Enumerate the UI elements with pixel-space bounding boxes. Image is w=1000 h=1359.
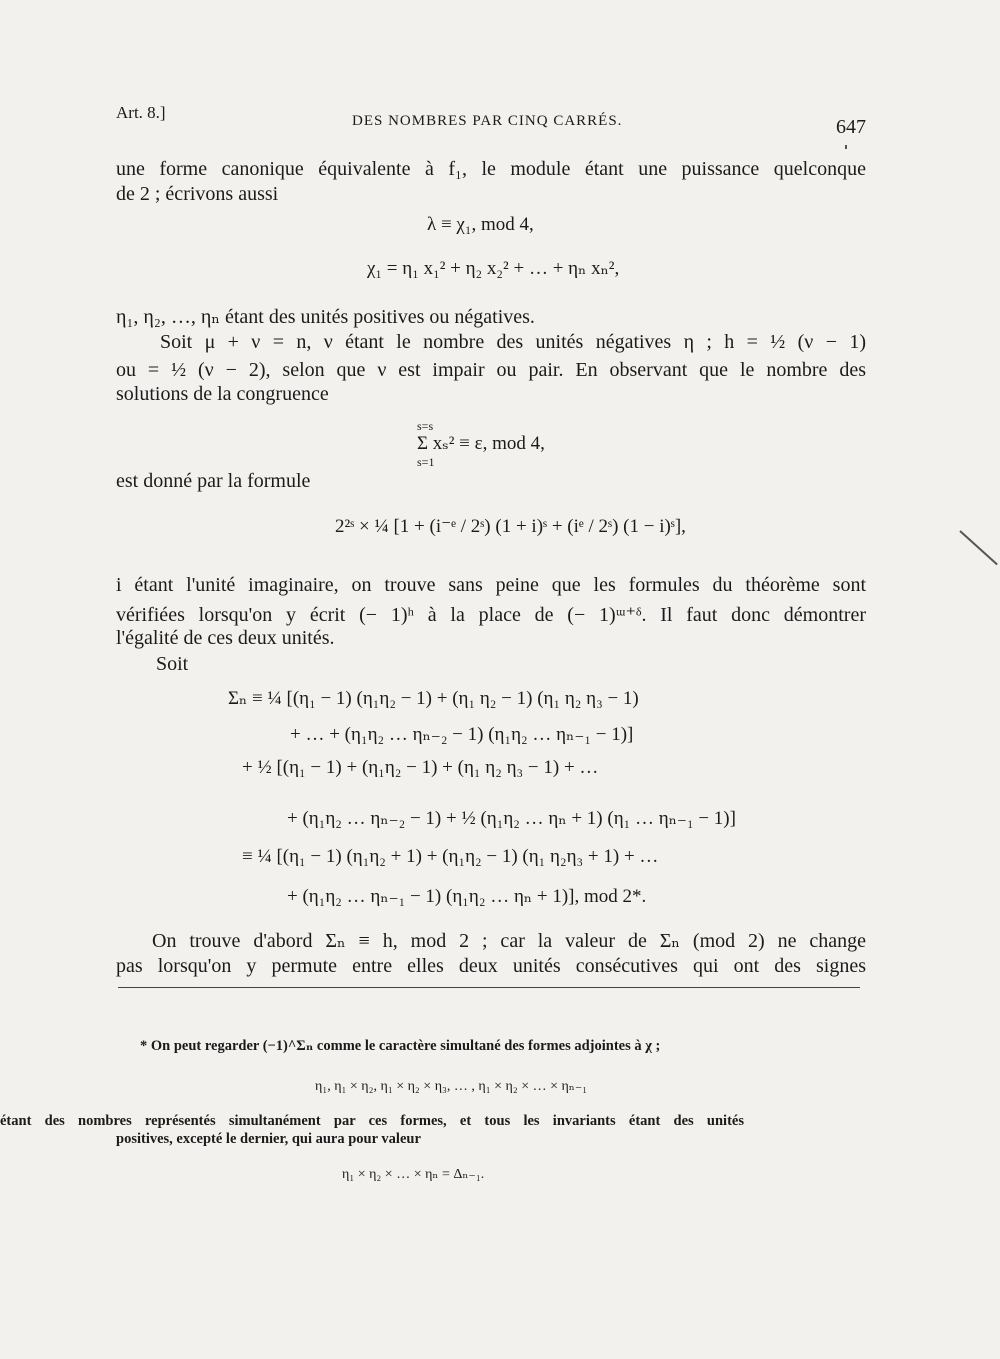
- text-line: solutions de la congruence: [116, 383, 329, 405]
- equation: 2²ˢ × ¼ [1 + (i⁻ᵉ / 2ˢ) (1 + i)ˢ + (iᵉ / 2ˢ) (1 − i)ˢ],: [335, 516, 686, 537]
- text-line: Soit μ + ν = n, ν étant le nombre des unités négatives η ; h = ½ (ν − 1): [160, 331, 866, 353]
- sum-upper-limit: s=s: [417, 419, 434, 433]
- text-line: de 2 ; écrivons aussi: [116, 183, 279, 205]
- footnote-equation: η₁, η₁ × η₂, η₁ × η₂ × η₃, … , η₁ × η₂ × … × ηₙ₋₁: [315, 1079, 588, 1094]
- print-speck: [845, 145, 847, 149]
- text-line: pas lorsqu'on y permute entre elles deux unités consécutives qui ont des signes: [116, 955, 866, 977]
- equation-line: Σₙ ≡ ¼ [(η₁ − 1) (η₁η₂ − 1) + (η₁ η₂ − 1) (η₁ η₂ η₃ − 1): [228, 688, 639, 709]
- equation: λ ≡ χ₁, mod 4,: [427, 214, 534, 235]
- sum-lower-limit: s=1: [417, 455, 435, 469]
- equation-line: + ½ [(η₁ − 1) + (η₁η₂ − 1) + (η₁ η₂ η₃ − 1) + …: [242, 757, 599, 778]
- equation-line: + … + (η₁η₂ … ηₙ₋₂ − 1) (η₁η₂ … ηₙ₋₁ − 1)]: [290, 724, 634, 745]
- text-line: l'égalité de ces deux unités.: [116, 627, 335, 649]
- page-mark: [959, 530, 997, 565]
- article-reference: Art. 8.]: [116, 103, 166, 122]
- text-line: une forme canonique équivalente à f₁, le module étant une puissance quelconque: [116, 158, 866, 180]
- footnote-line: étant des nombres représentés simultanément par ces formes, et tous les invariants étant des unités: [0, 1113, 744, 1129]
- footnote-line: * On peut regarder (−1)^Σₙ comme le caractère simultané des formes adjointes à χ ;: [140, 1038, 661, 1054]
- equation: Σ xₛ² ≡ ε, mod 4,: [417, 433, 545, 454]
- equation-line: + (η₁η₂ … ηₙ₋₂ − 1) + ½ (η₁η₂ … ηₙ + 1) (η₁ … ηₙ₋₁ − 1)]: [287, 808, 736, 829]
- equation: χ₁ = η₁ x₁² + η₂ x₂² + … + ηₙ xₙ²,: [367, 258, 620, 279]
- text-line: vérifiées lorsqu'on y écrit (− 1)ʰ à la place de (− 1)ᵚ⁺ᵟ. Il faut donc démontrer: [116, 604, 866, 626]
- equation-line: + (η₁η₂ … ηₙ₋₁ − 1) (η₁η₂ … ηₙ + 1)], mod 2*.: [287, 886, 647, 907]
- text-line: est donné par la formule: [116, 470, 311, 492]
- page-number: 647: [836, 116, 866, 138]
- footnote-line: positives, excepté le dernier, qui aura pour valeur: [116, 1131, 421, 1147]
- footnote-divider: [118, 987, 860, 988]
- text-line: Soit: [156, 653, 189, 675]
- text-line: ou = ½ (ν − 2), selon que ν est impair ou pair. En observant que le nombre des: [116, 359, 866, 381]
- text-line: i étant l'unité imaginaire, on trouve sans peine que les formules du théorème sont: [116, 574, 866, 596]
- text-line: On trouve d'abord Σₙ ≡ h, mod 2 ; car la valeur de Σₙ (mod 2) ne change: [152, 930, 866, 952]
- running-title: DES NOMBRES PAR CINQ CARRÉS.: [352, 113, 623, 129]
- text-line: η₁, η₂, …, ηₙ étant des unités positives ou négatives.: [116, 306, 535, 328]
- footnote-equation: η₁ × η₂ × … × ηₙ = Δₙ₋₁.: [342, 1167, 485, 1182]
- equation-line: ≡ ¼ [(η₁ − 1) (η₁η₂ + 1) + (η₁η₂ − 1) (η₁ η₂η₃ + 1) + …: [242, 846, 659, 867]
